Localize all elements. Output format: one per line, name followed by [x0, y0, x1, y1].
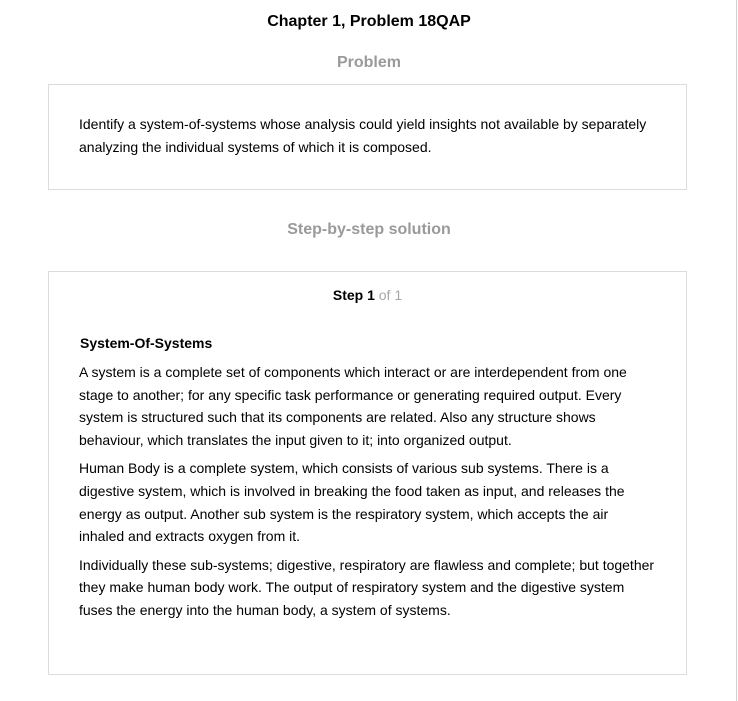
solution-card: [48, 271, 687, 675]
problem-card: [48, 84, 687, 190]
solution-paragraph: Human Body is a complete system, which consists of various sub systems. There is a digestive system, which is involved in breaking the food taken as input, and releases the energy as output. Another sub system is the respiratory system, which accepts the air inhaled and extracts oxygen from it.: [79, 460, 625, 545]
problem-heading: Problem: [336, 54, 401, 71]
step-indicator: [49, 286, 686, 304]
solution-paragraph: A system is a complete set of components which interact or are interdependent from one stage to another; for any specific task performance or generating required output. Every system is structured such that its components are related. Also any structure shows behaviour, which translates the input given to it; into organized output.: [79, 364, 627, 448]
solution-paragraph: Individually these sub-systems; digestive, respiratory are flawless and complete; but together they make human body work. The output of respiratory system and the digestive system fuses the energy into the human body, a system of systems.: [79, 556, 655, 618]
chapter-title: Chapter 1, Problem 18QAP: [267, 13, 471, 30]
solution-body: [79, 361, 657, 628]
solution-title: System-Of-Systems: [80, 335, 213, 351]
step-label: Step 1: [332, 287, 375, 303]
problem-text: Identify a system-of-systems whose analysis could yield insights not available by separately analyzing the individual systems of which it is composed.: [79, 116, 647, 155]
step-count: of 1: [374, 287, 403, 303]
page-edge-divider: [736, 0, 737, 701]
solution-heading: Step-by-step solution: [287, 221, 451, 238]
